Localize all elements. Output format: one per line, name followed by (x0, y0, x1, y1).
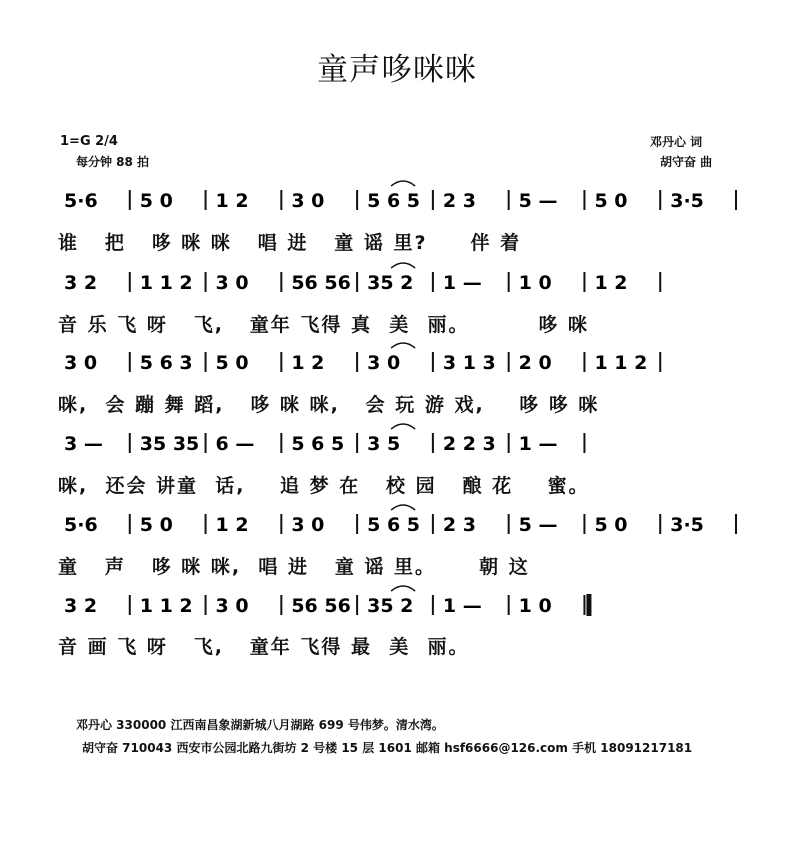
measure-notes: 5 6 5 (367, 190, 421, 212)
slur-mark (391, 505, 415, 510)
measure-notes: 2 2 3 (442, 433, 496, 455)
measure-notes: 3 0 (215, 272, 249, 294)
slur-mark (391, 181, 415, 186)
measure-notes: 3 1 3 (442, 352, 496, 374)
slur-mark (391, 263, 415, 268)
measure-notes: 2 3 (442, 190, 476, 212)
measure-notes: 5 — (518, 190, 558, 212)
measure-notes: 3 2 (64, 272, 98, 294)
measure-notes: 3·5 (670, 514, 704, 536)
measure-notes: 5 6 3 (139, 352, 193, 374)
slur-mark (391, 586, 415, 591)
final-bar-line (586, 594, 591, 616)
measure-notes: 5 6 5 (291, 433, 345, 455)
measure-notes: 1 2 (291, 352, 325, 374)
measure-notes: 3 0 (215, 595, 249, 617)
lyric-line-1: 谁 把 哆 咪 咪 唱 进 童 谣 里? 伴 着 (58, 232, 522, 254)
measure-notes: 5 0 (594, 190, 628, 212)
tempo-marking: 每分钟 88 拍 (76, 155, 150, 169)
measure-notes: 56 56 (291, 272, 351, 294)
measure-notes: 3 5 (367, 433, 401, 455)
measure-notes: 5 — (518, 514, 558, 536)
lyric-line-2: 音 乐 飞 呀 飞, 童年 飞得 真 美 丽。 哆 咪 (58, 314, 589, 336)
slur-mark (391, 343, 415, 348)
song-title: 童声哆咪咪 (317, 52, 477, 88)
lyric-line-3: 咪, 会 蹦 舞 蹈, 哆 咪 咪, 会 玩 游 戏, 哆 哆 咪 (58, 394, 600, 416)
measure-notes: 5·6 (64, 514, 98, 536)
lyricist-credit: 邓丹心 词 (650, 135, 703, 149)
measure-notes: 5 0 (139, 190, 173, 212)
measure-notes: 1 1 2 (139, 595, 193, 617)
measure-notes: 1 — (442, 272, 482, 294)
lyric-line-6: 音 画 飞 呀 飞, 童年 飞得 最 美 丽。 (58, 636, 470, 658)
measure-notes: 3 — (64, 433, 103, 455)
measure-notes: 1 — (518, 433, 558, 455)
measure-notes: 5 0 (215, 352, 249, 374)
measure-notes: 35 2 (367, 272, 414, 294)
measure-notes: 3 0 (64, 352, 98, 374)
measure-notes: 1 1 2 (594, 352, 648, 374)
measure-notes: 1 1 2 (139, 272, 193, 294)
footer-lyricist-contact: 邓丹心 330000 江西南昌象湖新城八月湖路 699 号伟梦。清水湾。 (76, 718, 444, 732)
measure-notes: 5 0 (594, 514, 628, 536)
measure-notes: 35 2 (367, 595, 414, 617)
measure-notes: 56 56 (291, 595, 351, 617)
slur-mark (391, 424, 415, 429)
measure-notes: 1 0 (518, 272, 552, 294)
measure-notes: 1 — (442, 595, 482, 617)
measure-notes: 6 — (215, 433, 255, 455)
measure-notes: 2 3 (442, 514, 476, 536)
measure-notes: 35 35 (139, 433, 200, 455)
measure-notes: 3 0 (291, 514, 325, 536)
measure-notes: 3·5 (670, 190, 704, 212)
measure-notes: 5 6 5 (367, 514, 421, 536)
measure-notes: 1 2 (594, 272, 628, 294)
measure-notes: 3 2 (64, 595, 98, 617)
measure-notes: 3 0 (367, 352, 401, 374)
footer-composer-contact: 胡守奋 710043 西安市公园北路九街坊 2 号楼 15 层 1601 邮箱 hsf6666@126.com 手机 18091217181 (82, 741, 693, 755)
composer-credit: 胡守奋 曲 (660, 155, 713, 169)
key-signature: 1=G 2/4 (60, 134, 118, 149)
lyric-line-5: 童 声 哆 咪 咪, 唱 进 童 谣 里。 朝 这 (58, 556, 530, 578)
measure-notes: 3 0 (291, 190, 325, 212)
measure-notes: 1 2 (215, 514, 249, 536)
measure-notes: 2 0 (518, 352, 552, 374)
measure-notes: 5·6 (64, 190, 98, 212)
measure-notes: 5 0 (139, 514, 173, 536)
measure-notes: 1 2 (215, 190, 249, 212)
lyric-line-4: 咪, 还会 讲童 话, 追 梦 在 校 园 酿 花 蜜。 (58, 475, 590, 497)
measure-notes: 1 0 (518, 595, 552, 617)
